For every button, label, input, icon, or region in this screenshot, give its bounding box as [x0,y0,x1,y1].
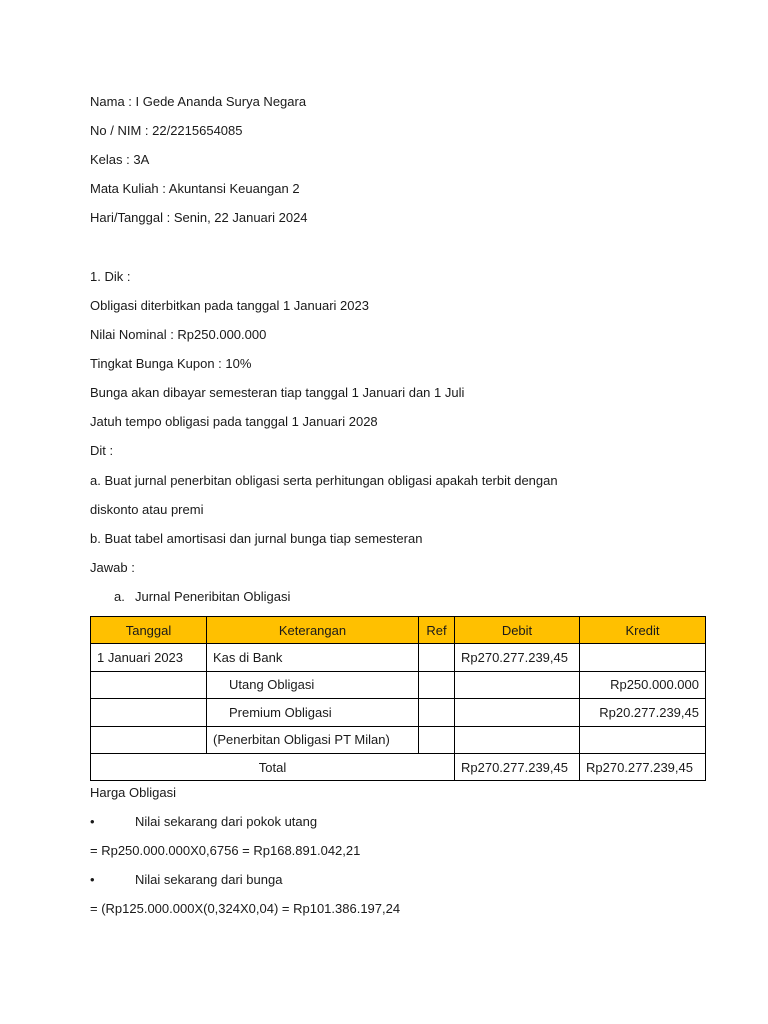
principal-calculation: = Rp250.000.000X0,6756 = Rp168.891.042,21 [90,843,361,858]
table-row [91,671,706,698]
cell-tanggal [91,671,207,698]
table-row [91,699,706,726]
bullet-icon: • [90,872,95,887]
task-a-line-1: a. Buat jurnal penerbitan obligasi serta perhitungan obligasi apakah terbit dengan [90,473,558,488]
cell-keterangan: Kas di Bank [207,644,419,671]
bullet-item-interest [90,872,282,888]
cell-kredit: Rp20.277.239,45 [580,699,706,726]
cell-tanggal [91,699,207,726]
known-line-payment-schedule: Bunga akan dibayar semesteran tiap tanggal 1 Januari dan 1 Juli [90,385,465,400]
cell-debit [455,671,580,698]
answer-a-label: Jurnal Peneribitan Obligasi [135,589,291,604]
bullet-icon: • [90,814,95,829]
cell-ref [419,644,455,671]
question-asked-heading: Dit : [90,443,114,458]
cell-ref [419,699,455,726]
total-debit: Rp270.277.239,45 [455,753,580,780]
cell-kredit: Rp250.000.000 [580,671,706,698]
bullet-item-principal [90,814,317,830]
cell-keterangan: Utang Obligasi [207,671,419,698]
total-label: Total [91,753,455,780]
header-tanggal: Tanggal [91,617,207,644]
cell-ref [419,671,455,698]
interest-calculation: = (Rp125.000.000X(0,324X0,04) = Rp101.386.197,24 [90,901,401,916]
bond-price-heading: Harga Obligasi [90,785,176,800]
task-b-line: b. Buat tabel amortisasi dan jurnal bunga tiap semesteran [90,531,423,546]
header-ref: Ref [419,617,455,644]
bullet-label-principal: Nilai sekarang dari pokok utang [135,814,318,829]
table-row [91,644,706,671]
cell-debit: Rp270.277.239,45 [455,644,580,671]
answer-heading: Jawab : [90,560,135,575]
course-name: Mata Kuliah : Akuntansi Keuangan 2 [90,181,300,196]
known-line-nominal: Nilai Nominal : Rp250.000.000 [90,327,267,342]
student-class: Kelas : 3A [90,152,150,167]
student-name: Nama : I Gede Ananda Surya Negara [90,94,307,109]
student-nim: No / NIM : 22/2215654085 [90,123,243,138]
journal-header-row [91,617,706,644]
cell-kredit [580,644,706,671]
task-a-line-2: diskonto atau premi [90,502,204,517]
known-line-issue-date: Obligasi diterbitkan pada tanggal 1 Januari 2023 [90,298,369,313]
header-keterangan: Keterangan [207,617,419,644]
table-row [91,726,706,753]
answer-a-marker: a. [114,589,125,604]
answer-a-heading [114,589,290,605]
cell-keterangan: (Penerbitan Obligasi PT Milan) [207,726,419,753]
cell-debit [455,699,580,726]
header-debit: Debit [455,617,580,644]
cell-kredit [580,726,706,753]
total-row [91,753,706,780]
total-kredit: Rp270.277.239,45 [580,753,706,780]
cell-debit [455,726,580,753]
question-known-heading: 1. Dik : [90,269,131,284]
date-line: Hari/Tanggal : Senin, 22 Januari 2024 [90,210,308,225]
cell-keterangan: Premium Obligasi [207,699,419,726]
cell-tanggal [91,726,207,753]
cell-ref [419,726,455,753]
journal-table [90,616,706,781]
header-kredit: Kredit [580,617,706,644]
bullet-label-interest: Nilai sekarang dari bunga [135,872,283,887]
known-line-coupon-rate: Tingkat Bunga Kupon : 10% [90,356,252,371]
known-line-maturity: Jatuh tempo obligasi pada tanggal 1 Januari 2028 [90,414,378,429]
cell-tanggal: 1 Januari 2023 [91,644,207,671]
